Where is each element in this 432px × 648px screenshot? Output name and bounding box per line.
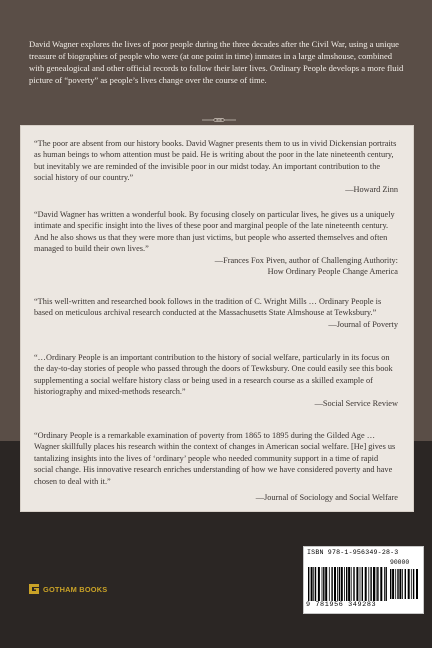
- barcode-bar: [329, 567, 330, 601]
- barcode-bar: [360, 567, 361, 601]
- barcode-bar: [356, 567, 358, 601]
- review-quote-journal-of-sociology: [34, 430, 398, 503]
- review-attribution: —Frances Fox Piven, author of Challenging Authority:: [214, 255, 398, 265]
- barcode-bar: [311, 567, 313, 601]
- review-text: “Ordinary People is a remarkable examination of poverty from 1865 to 1895 during the Gilded Age … Wagner skillfully places his research within the context of changes in American social welfare. [He] gives us tantalizing insights into the lives of ‘ordinary’ people who needed community support in a time of rapid social change. His innovative research enriches understanding of how we have considered poverty and have chosen to deal with it.”: [34, 431, 396, 486]
- barcode-bar: [390, 569, 391, 599]
- barcode-bar: [337, 567, 338, 601]
- review-attribution: —Social Service Review: [314, 398, 398, 408]
- barcode-bar: [386, 567, 387, 601]
- barcode-bar: [413, 569, 414, 599]
- barcode-bar: [323, 567, 324, 601]
- barcode-bar: [368, 567, 369, 601]
- barcode-bar: [318, 567, 320, 601]
- barcode-bar: [380, 567, 382, 601]
- addon-bars: [390, 569, 418, 599]
- barcode-bar: [331, 567, 332, 601]
- ean-bars: [308, 567, 388, 601]
- barcode-bar: [405, 569, 406, 599]
- barcode-bar: [395, 569, 396, 599]
- barcode-bar: [353, 567, 354, 601]
- barcode-bar: [402, 569, 403, 599]
- barcode-bar: [351, 567, 352, 601]
- barcode-bar: [339, 567, 340, 601]
- price-code: 90000: [390, 559, 410, 566]
- barcode-bar: [392, 569, 394, 599]
- barcode-bar: [365, 567, 367, 601]
- review-quote-social-service-review: [34, 352, 398, 409]
- barcode-bar: [322, 567, 323, 601]
- barcode-bar: [334, 567, 336, 601]
- barcode-bar: [377, 567, 378, 601]
- barcode-bar: [373, 567, 375, 601]
- barcode-bar: [384, 567, 385, 601]
- review-text: “The poor are absent from our history books. David Wagner presents them to us in vivid Dickensian portraits as human beings to whom attention must be paid. He is writing about the poor in the late nineteenth century, but inevitably we are reminded of the invisible poor in our midst today. An important contribution to the social history of our country.”: [34, 139, 397, 183]
- review-quote-zinn: [34, 138, 398, 195]
- review-text: “David Wagner has written a wonderful book. By focusing closely on particular lives, he gives us a uniquely intimate and specific insight into the lives of these poor and marginal people of the late nineteenth century. And he also shows us that they were more than just victims, but people who asserted themselves and often managed to build their own lives.”: [34, 210, 395, 254]
- publisher-logo: [28, 583, 107, 595]
- book-synopsis: David Wagner explores the lives of poor people during the three decades after the Civil War, using a unique treasure of biographies of people who were (at one point in time) inmates in a large almshouse, combined with genealogical and other official records to follow their later lives. Ordinary People develops a more fluid picture of “poverty” as people’s lives change over the course of time.: [29, 39, 404, 85]
- barcode-bar: [399, 569, 401, 599]
- review-attribution-line-2: How Ordinary People Change America: [267, 267, 398, 277]
- barcode-bar: [313, 567, 314, 601]
- barcode-bar: [397, 569, 398, 599]
- review-text: “…Ordinary People is an important contribution to the history of social welfare, particularly in its focus on the day-to-day stories of people who passed through the doors of Tewksbury. One could easily see this book supplementing a social welfare history class or being used in a research course as a skilled example of historiography and mixed-methods research.”: [34, 353, 393, 397]
- barcode-bar: [376, 567, 377, 601]
- barcode-bar: [348, 567, 350, 601]
- barcode-bar: [370, 567, 371, 601]
- review-quote-piven: [34, 209, 398, 277]
- barcode-bar: [408, 569, 410, 599]
- review-attribution: —Journal of Poverty: [328, 319, 398, 329]
- publisher-name: GOTHAM BOOKS: [43, 584, 108, 594]
- ornament-divider-icon: [202, 116, 236, 124]
- barcode-bar: [416, 569, 418, 599]
- isbn-label: ISBN 978-1-956349-28-3: [307, 549, 399, 556]
- review-text: “This well-written and researched book follows in the tradition of C. Wright Mills … Ordinary People is based on meticulous archival research conducted at the Massachusetts State Almshouse at Tewksbury.”: [34, 297, 382, 318]
- barcode-bar: [315, 567, 316, 601]
- barcode-bar: [362, 567, 363, 601]
- gotham-logo-icon: [28, 583, 40, 595]
- barcode-bar: [341, 567, 343, 601]
- review-attribution: —Howard Zinn: [345, 184, 398, 194]
- ean-digits: 9 781956 349283: [306, 601, 377, 609]
- barcode-bar: [411, 569, 412, 599]
- barcode-bar: [344, 567, 345, 601]
- barcode-bar: [308, 567, 309, 601]
- barcode-bar: [325, 567, 327, 601]
- barcode-bar: [346, 567, 347, 601]
- isbn-barcode: [303, 546, 424, 614]
- review-quote-journal-of-poverty: [34, 296, 398, 330]
- review-attribution: —Journal of Sociology and Social Welfare: [255, 493, 398, 503]
